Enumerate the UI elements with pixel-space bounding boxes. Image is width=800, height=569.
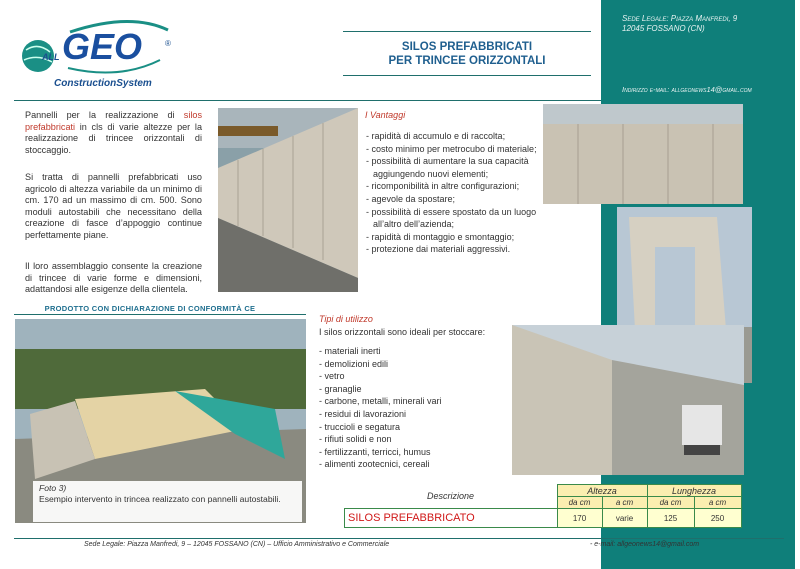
lunghezza-a-header: a cm [694, 497, 741, 509]
logo-subtitle: ConstructionSystem [54, 78, 152, 89]
altezza-a-header: a cm [602, 497, 647, 509]
utilizzo-heading: Tipi di utilizzo [319, 314, 373, 324]
altezza-a-value: varie [602, 509, 647, 528]
vantaggi-item: - agevole da spostare; [366, 193, 456, 204]
lunghezza-da-header: da cm [647, 497, 694, 509]
utilizzo-item: - carbone, metalli, minerali vari [319, 396, 442, 407]
sede-legale-line2: 12045 FOSSANO (CN) [622, 24, 705, 33]
lunghezza-da-value: 125 [647, 509, 694, 528]
cert-rule [14, 314, 306, 315]
utilizzo-item: - residui di lavorazioni [319, 408, 407, 419]
footer-email: - e-mail: allgeonews14@gmail.com [590, 541, 700, 548]
lunghezza-a-value: 250 [694, 509, 741, 528]
utilizzo-item: - truccioli e segatura [319, 421, 401, 432]
utilizzo-list [319, 345, 509, 471]
panel-row-photo [543, 104, 743, 204]
intro-paragraph-1 [25, 110, 202, 156]
title-top-rule [343, 31, 591, 32]
intro-p1-end: in cls di varie altezze per la realizzazione di trincee orizzontali di stoccaggio. [25, 121, 202, 155]
vantaggi-item: - protezione dai materiali aggressivi. [366, 244, 511, 255]
ce-certification-label: PRODOTTO CON DICHIARAZIONE DI CONFORMITÀ CE [44, 304, 256, 313]
caption-label: Foto 3) [39, 483, 67, 493]
specs-table [344, 484, 742, 528]
vantaggi-heading: I Vantaggi [365, 110, 406, 120]
vantaggi-item: - rapidità di montaggio e smontaggio; [366, 231, 515, 242]
utilizzo-item: - vetro [319, 371, 345, 382]
vantaggi-item: - possibilità di essere spostato da un luogo all’altro dell’azienda; [366, 206, 537, 230]
logo-registered-mark: ® [165, 39, 171, 48]
intro-p1-highlight: silos prefabbricati [25, 110, 202, 132]
altezza-da-header: da cm [557, 497, 602, 509]
intro-paragraph-2: Si tratta di pannelli prefabbricati uso agricolo di altezza variabile da un minimo di cm. 170 ad un massimo di cm. 500. Sono moduli autostabili che necessitano della creazione di fasce d’appoggio continue perfettamente piane. [25, 172, 202, 240]
product-name: SILOS PREFABBRICATO [345, 509, 558, 528]
col-descrizione: Descrizione [345, 485, 558, 509]
vantaggi-item: - costo minimo per metrocubo di materiale; [366, 143, 537, 154]
footer-rule [14, 538, 784, 539]
utilizzo-item: - alimenti zootecnici, cereali [319, 459, 430, 470]
vantaggi-list [366, 130, 538, 256]
title-line2: PER TRINCEE ORIZZONTALI [388, 55, 546, 67]
col-altezza: Altezza [557, 485, 647, 497]
utilizzo-intro: I silos orizzontali sono ideali per stoccare: [319, 327, 486, 337]
col-lunghezza: Lunghezza [647, 485, 741, 497]
vantaggi-item: - possibilità di aumentare la sua capacità aggiungendo nuovi elementi; [366, 156, 529, 179]
vantaggi-item: - ricomponibilità in altre configurazioni; [366, 181, 520, 192]
title-bottom-rule [343, 75, 591, 76]
utilizzo-item: - fertilizzanti, terricci, humus [319, 446, 431, 457]
header-email: Indirizzo e-mail: allgeonews14@gmail.com [622, 85, 752, 94]
caption-text: Esempio intervento in trincea realizzato con pannelli autostabili. [39, 493, 281, 504]
header-divider [14, 100, 601, 101]
title-line1: SILOS PREFABBRICATI [401, 41, 533, 53]
silos-wall-photo [218, 108, 358, 292]
altezza-da-value: 170 [557, 509, 602, 528]
installation-photo [512, 325, 744, 475]
logo-geo-text: GEO [62, 26, 143, 67]
utilizzo-item: - demolizioni edili [319, 358, 389, 369]
utilizzo-item: - materiali inerti [319, 346, 381, 356]
sede-legale-line1: Sede Legale: Piazza Manfredi, 9 [622, 14, 738, 23]
utilizzo-item: - rifiuti solidi e non [319, 434, 392, 445]
footer-address: Sede Legale: Piazza Manfredi, 9 – 12045 FOSSANO (CN) – Ufficio Amministrativo e Commerciale [84, 541, 390, 548]
utilizzo-item: - granaglie [319, 383, 362, 394]
company-logo [10, 12, 180, 92]
vantaggi-item: - rapidità di accumulo e di raccolta; [366, 131, 506, 141]
page-title [343, 40, 591, 68]
photo-caption [33, 481, 302, 522]
intro-p1-start: Pannelli per la realizzazione di [25, 110, 184, 120]
intro-paragraph-3: Il loro assemblaggio consente la creazione di trincee di varie forme e dimensioni, adattandosi alle esigenze della clientela. [25, 261, 202, 295]
logo-all-text: ALL [42, 52, 60, 62]
